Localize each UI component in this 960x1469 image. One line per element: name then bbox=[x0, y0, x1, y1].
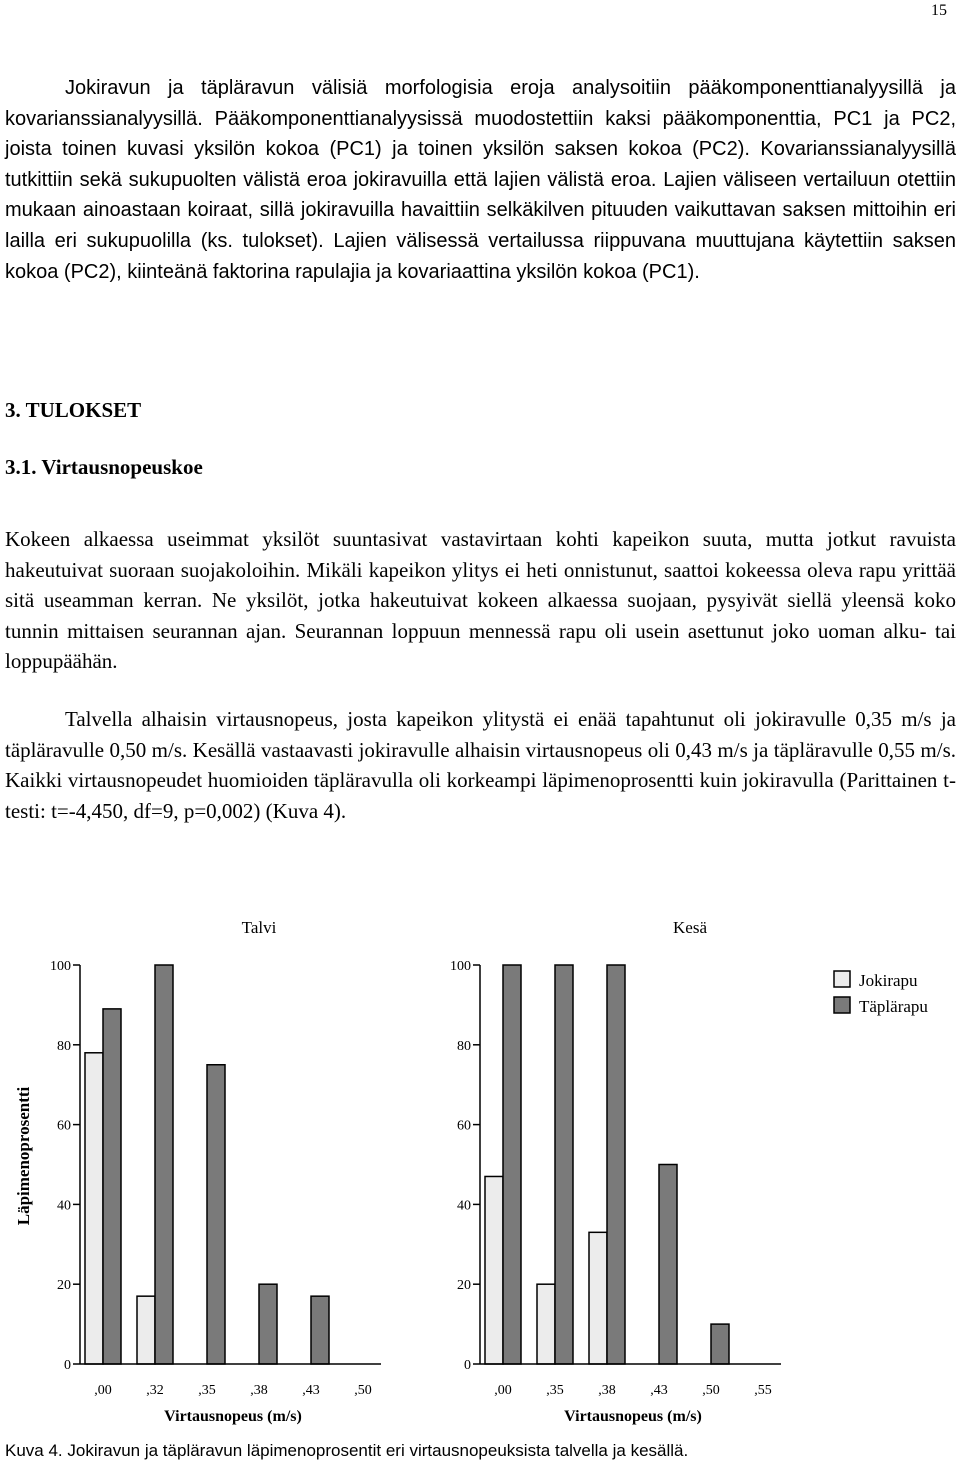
x-tick-label-talvi: ,35 bbox=[198, 1383, 216, 1398]
bar-talvi-taplarapu bbox=[207, 1065, 225, 1364]
bar-talvi-jokirapu bbox=[137, 1296, 155, 1364]
x-tick-label-kesa: ,43 bbox=[650, 1383, 668, 1398]
bar-talvi-jokirapu bbox=[85, 1053, 103, 1364]
figure-4 bbox=[0, 900, 960, 1440]
paragraph-results-2: Talvella alhaisin virtausnopeus, josta kapeikon ylitystä ei enää tapahtunut oli jokiravulle 0,35 m/s ja täpläravulle 0,50 m/s. Kesällä vastaavasti jokiravulle alhaisin virtausnopeus oli 0,43 m/s ja täpläravulle 0,55 m/s. Kaikki virtausnopeudet huomioiden täpläravulla oli korkeampi läpimenoprosentti kuin jokiravulla (Parittainen t-testi: t=-4,450, df=9, p=0,002) (Kuva 4). bbox=[5, 707, 956, 823]
subsection-heading: 3.1. Virtausnopeuskoe bbox=[5, 455, 203, 479]
bar-kesa-taplarapu bbox=[607, 965, 625, 1364]
y-axis-label: Läpimenoprosentti bbox=[14, 1086, 33, 1226]
y-tick-label-talvi: 40 bbox=[57, 1198, 71, 1214]
bar-kesa-taplarapu bbox=[555, 965, 573, 1364]
bar-talvi-taplarapu bbox=[155, 965, 173, 1364]
chart-title-talvi: Talvi bbox=[241, 918, 277, 937]
x-tick-label-kesa: ,50 bbox=[702, 1383, 720, 1398]
bar-kesa-jokirapu bbox=[537, 1284, 555, 1364]
bar-talvi-taplarapu bbox=[311, 1296, 329, 1364]
legend-swatch-taplarapu bbox=[834, 997, 850, 1013]
figure-4-chart bbox=[0, 900, 960, 1435]
chart-kesa bbox=[450, 918, 781, 1425]
bar-talvi-taplarapu bbox=[103, 1009, 121, 1364]
y-tick-label-talvi: 20 bbox=[57, 1278, 71, 1294]
y-tick-label-kesa: 0 bbox=[464, 1358, 471, 1373]
x-tick-label-talvi: ,38 bbox=[250, 1383, 268, 1398]
bar-kesa-taplarapu bbox=[711, 1324, 729, 1364]
y-tick-label-kesa: 60 bbox=[457, 1118, 471, 1134]
section-heading: 3. TULOKSET bbox=[5, 398, 142, 422]
y-tick-label-talvi: 100 bbox=[50, 959, 71, 974]
bar-kesa-jokirapu bbox=[485, 1176, 503, 1364]
x-tick-label-kesa: ,55 bbox=[754, 1383, 772, 1398]
legend-label-taplarapu: Täplärapu bbox=[859, 997, 928, 1016]
bar-kesa-taplarapu bbox=[503, 965, 521, 1364]
legend-label-jokirapu: Jokirapu bbox=[859, 971, 918, 990]
x-tick-label-talvi: ,32 bbox=[146, 1383, 164, 1398]
y-tick-label-talvi: 0 bbox=[64, 1358, 71, 1373]
figure-caption: Kuva 4. Jokiravun ja täpläravun läpimenoprosentit eri virtausnopeuksista talvella ja kesällä. bbox=[5, 1441, 689, 1460]
x-tick-label-kesa: ,35 bbox=[546, 1383, 564, 1398]
legend-swatch-jokirapu bbox=[834, 971, 850, 987]
y-tick-label-kesa: 40 bbox=[457, 1198, 471, 1214]
paragraph-results-1: Kokeen alkaessa useimmat yksilöt suuntasivat vastavirtaan kohti kapeikon suuta, mutta jotkut ravuista hakeutuivat suoraan suojakoloihin. Mikäli kapeikon ylitys ei heti onnistunut, saattoi kokeessa oleva rapu yrittää sitä useamman kerran. Ne yksilöt, jotka hakeutuivat kokeen alkaessa suojaan, pysyivät siellä yleensä koko tunnin mittaisen seurannan ajan. Seurannan loppuun mennessä rapu oli usein asettunut joko uoman alku- tai loppupäähän. bbox=[5, 527, 956, 674]
bar-kesa-taplarapu bbox=[659, 1165, 677, 1365]
y-tick-label-kesa: 100 bbox=[450, 959, 471, 974]
chart-title-kesa: Kesä bbox=[673, 918, 707, 937]
page-number: 15 bbox=[931, 2, 947, 19]
paragraph-methods: Jokiravun ja täpläravun välisiä morfologisia eroja analysoitiin pääkomponenttianalyysillä ja kovarianssianalyysillä. Pääkomponenttianalyysissä muodostettiin kaksi pääkomponenttia, PC1 ja PC2, joista toinen kuvasi yksilön kokoa (PC1) ja toinen yksilön saksen kokoa (PC2). Kovarianssianalyysillä tutkittiin sekä sukupuolten välistä eroa jokiravuilla että lajien välistä eroa. Lajien väliseen vertailuun otettiin mukaan ainoastaan koiraat, sillä jokiravuilla havaittiin selkäkilven pituuden vaikuttavan saksen mittoihin eri lailla eri sukupuolilla (ks. tulokset). Lajien välisessä vertailussa riippuvana muuttujana käytettiin saksen kokoa (PC2), kiinteänä faktorina rapulajia ja kovariaattina yksilön kokoa (PC1). bbox=[5, 77, 956, 283]
x-axis-label-kesa: Virtausnopeus (m/s) bbox=[564, 1408, 702, 1425]
y-tick-label-kesa: 80 bbox=[457, 1038, 471, 1054]
bar-kesa-jokirapu bbox=[589, 1232, 607, 1364]
x-tick-label-talvi: ,00 bbox=[94, 1383, 112, 1398]
x-axis-label-talvi: Virtausnopeus (m/s) bbox=[164, 1408, 302, 1425]
x-tick-label-kesa: ,00 bbox=[494, 1383, 512, 1398]
chart-talvi bbox=[50, 918, 381, 1425]
y-tick-label-kesa: 20 bbox=[457, 1278, 471, 1294]
x-tick-label-kesa: ,38 bbox=[598, 1383, 616, 1398]
legend bbox=[834, 971, 928, 1016]
x-tick-label-talvi: ,43 bbox=[302, 1383, 320, 1398]
x-tick-label-talvi: ,50 bbox=[354, 1383, 372, 1398]
y-tick-label-talvi: 80 bbox=[57, 1038, 71, 1054]
y-tick-label-talvi: 60 bbox=[57, 1118, 71, 1134]
bar-talvi-taplarapu bbox=[259, 1284, 277, 1364]
